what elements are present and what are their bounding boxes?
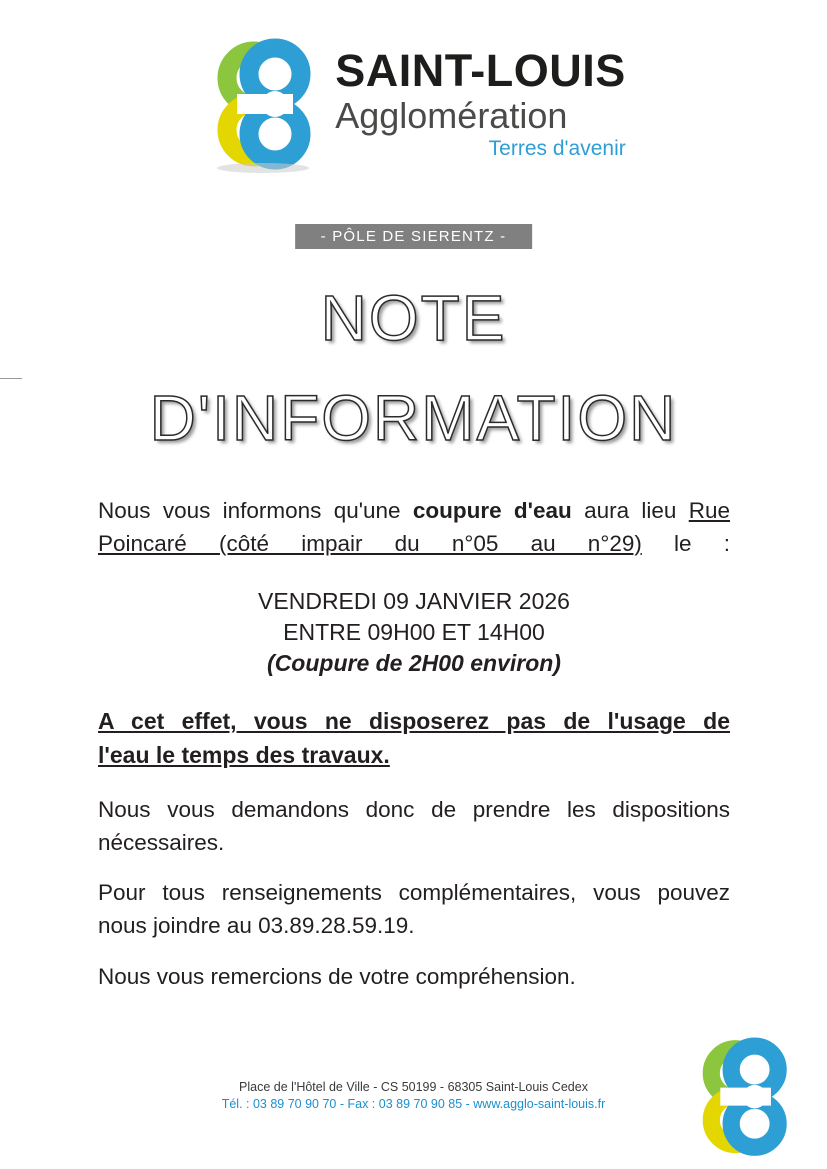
brand-header: [0, 38, 827, 173]
contact-paragraph: Pour tous renseignements complémentaires, vous pouvez nous joindre au 03.89.28.59.19.: [98, 880, 730, 938]
saint-louis-agglomeration-logo-icon: [201, 38, 321, 173]
intro-bold-coupure: coupure d'eau: [412, 498, 572, 523]
footer-address: Place de l'Hôtel de Ville - CS 50199 - 68305 Saint-Louis Cedex: [239, 1080, 588, 1094]
document-body: [98, 495, 730, 1011]
brand-subtitle: Agglomération: [335, 95, 568, 136]
intro-underline-street: Rue Poincaré (côté impair du n°05 au n°29): [98, 498, 731, 556]
emphasis-line-2: l'eau le temps des travaux.: [98, 741, 390, 768]
emphasis-paragraph: [98, 705, 730, 772]
emphasis-line-1: A cet effet, vous ne disposerez pas de l'usage de: [98, 708, 730, 735]
outage-date: VENDREDI 09 JANVIER 2026: [258, 588, 570, 615]
brand-title: SAINT-LOUIS: [335, 45, 626, 96]
page-title-line-2: D'INFORMATION: [149, 382, 678, 454]
intro-text-3: le :: [641, 530, 730, 556]
page-title-line-1: NOTE: [320, 282, 507, 354]
thanks-paragraph: Nous vous remercions de votre compréhension.: [98, 963, 576, 989]
brand-wordmark: [335, 38, 626, 161]
outage-time: ENTRE 09H00 ET 14H00: [283, 619, 545, 646]
brand-tagline: Terres d'avenir: [488, 136, 626, 160]
pole-banner: - PÔLE DE SIERENTZ -: [295, 224, 533, 249]
footer-contact: Tél. : 03 89 70 90 70 - Fax : 03 89 70 90 85 - www.agglo-saint-louis.fr: [221, 1097, 606, 1111]
intro-paragraph: [98, 495, 730, 560]
outage-schedule: [98, 586, 730, 679]
intro-text-2: aura lieu: [571, 498, 689, 523]
intro-text-1: Nous vous informons qu'une: [98, 498, 413, 523]
page-edge-tick: [0, 378, 22, 379]
outage-duration: (Coupure de 2H00 environ): [267, 650, 561, 677]
footer-logo-icon: [687, 1037, 797, 1159]
dispositions-paragraph: Nous vous demandons donc de prendre les dispositions nécessaires.: [98, 797, 730, 855]
